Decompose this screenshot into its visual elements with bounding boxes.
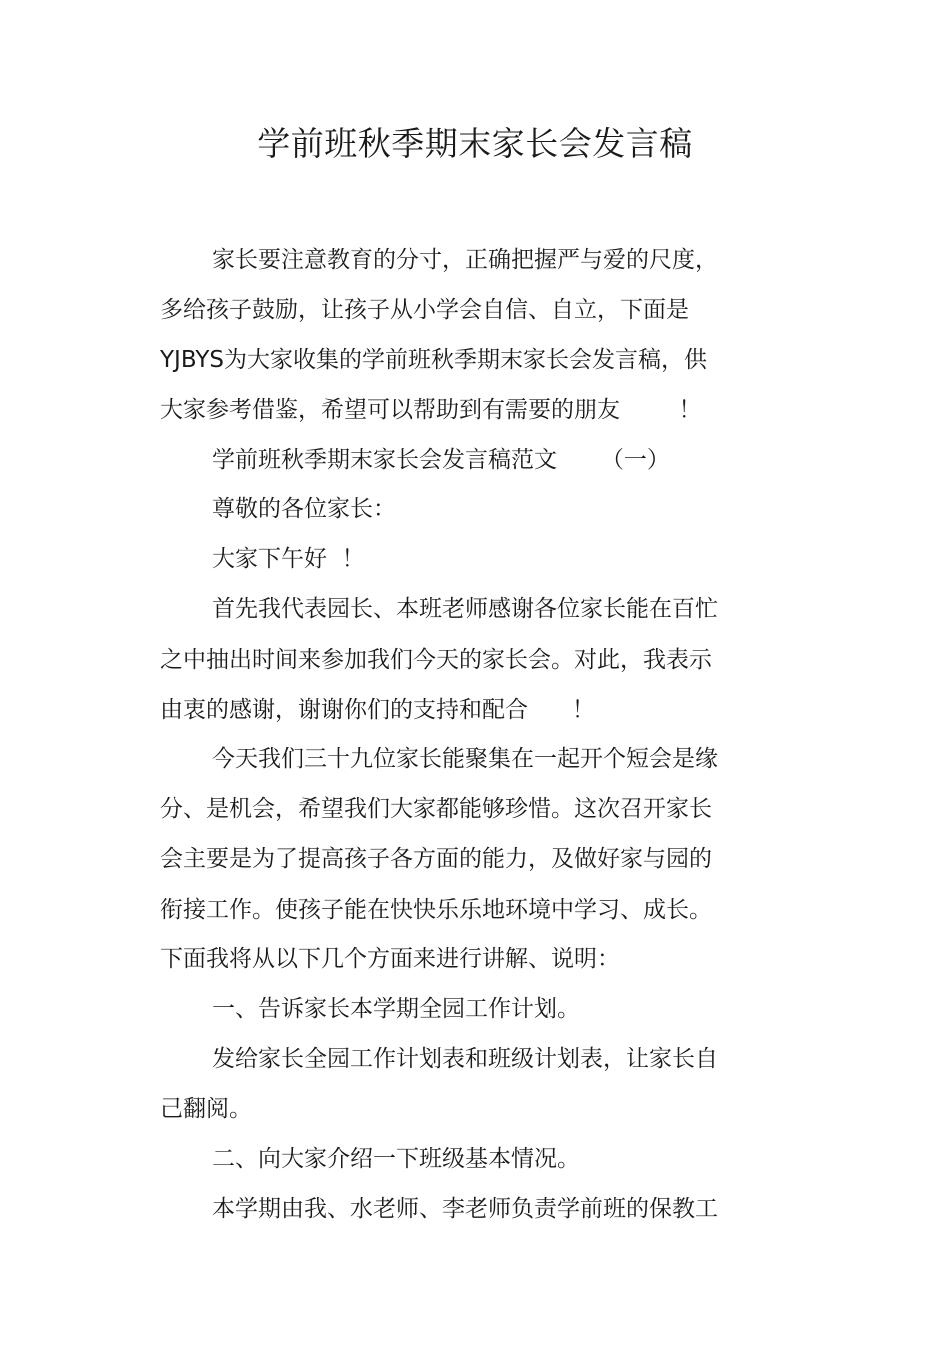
paragraph-line: 首先我代表园长、本班老师感谢各位家长能在百忙: [212, 596, 718, 622]
section-heading: 学前班秋季期末家长会发言稿范文 （一）: [212, 447, 670, 473]
list-item-heading: 一、告诉家长本学期全园工作计划。: [212, 996, 580, 1022]
paragraph-line: 会主要是为了提高孩子各方面的能力，及做好家与园的: [160, 846, 712, 872]
salutation: 尊敬的各位家长：: [212, 496, 396, 522]
paragraph-line: 之中抽出时间来参加我们今天的家长会。对此，我表示: [160, 647, 712, 673]
paragraph-line: 家长要注意教育的分寸，正确把握严与爱的尺度，: [212, 247, 718, 273]
paragraph-line: 衔接工作。使孩子能在快快乐乐地环境中学习、成长。: [160, 897, 712, 923]
list-item-heading: 二、向大家介绍一下班级基本情况。: [212, 1146, 580, 1172]
paragraph-line: 今天我们三十九位家长能聚集在一起开个短会是缘: [212, 746, 718, 772]
paragraph-line: YJBYS为大家收集的学前班秋季期末家长会发言稿，供: [160, 347, 708, 373]
paragraph-line: 分、是机会，希望我们大家都能够珍惜。这次召开家长: [160, 796, 712, 822]
paragraph-line: 多给孩子鼓励，让孩子从小学会自信、自立，下面是: [160, 297, 689, 323]
paragraph-line: 本学期由我、水老师、李老师负责学前班的保教工: [212, 1196, 718, 1222]
paragraph-line: 己翻阅。: [160, 1096, 252, 1122]
document-title: 学前班秋季期末家长会发言稿: [257, 124, 693, 163]
paragraph-line: 由衷的感谢，谢谢你们的支持和配合 ！: [160, 697, 595, 723]
paragraph-line: 发给家长全园工作计划表和班级计划表，让家长自: [212, 1046, 718, 1072]
paragraph-line: 大家参考借鉴，希望可以帮助到有需要的朋友 ！: [160, 397, 702, 423]
paragraph-line: 下面我将从以下几个方面来进行讲解、说明：: [160, 946, 620, 972]
greeting: 大家下午好 ！: [212, 546, 365, 572]
